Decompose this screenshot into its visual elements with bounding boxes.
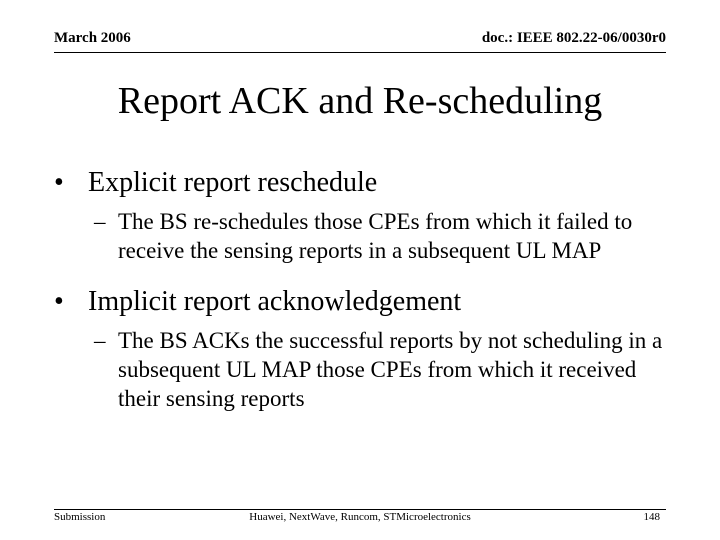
bullet-implicit-ack (54, 285, 674, 318)
bullet-marker: • (54, 286, 64, 317)
header-divider (54, 52, 666, 53)
sub-bullet-text: The BS ACKs the successful reports by not scheduling in a subsequent UL MAP those CPEs from which it received their sensing reports (118, 328, 663, 411)
sub-bullet-marker: – (94, 209, 106, 234)
sub-bullet-marker: – (94, 328, 106, 353)
bullet-marker: • (54, 167, 64, 198)
header-doc-id: doc.: IEEE 802.22-06/0030r0 (481, 30, 666, 46)
footer-page-number: 148 (643, 511, 660, 523)
footer-divider (54, 509, 666, 510)
sub-bullet-text: The BS re-schedules those CPEs from which it failed to receive the sensing reports in a subsequent UL MAP (118, 209, 633, 263)
sub-bullet-implicit (94, 326, 674, 413)
bullet-text: Explicit report reschedule (88, 167, 378, 198)
bullet-explicit-reschedule (54, 166, 674, 199)
bullet-list (54, 166, 674, 413)
sub-bullet-explicit (94, 207, 674, 265)
header-date: March 2006 (54, 30, 131, 46)
bullet-text: Implicit report acknowledgement (88, 286, 462, 317)
footer-submission: Submission (54, 511, 106, 523)
footer-authors: Huawei, NextWave, Runcom, STMicroelectronics (249, 511, 471, 523)
slide-title: Report ACK and Re-scheduling (117, 80, 603, 122)
